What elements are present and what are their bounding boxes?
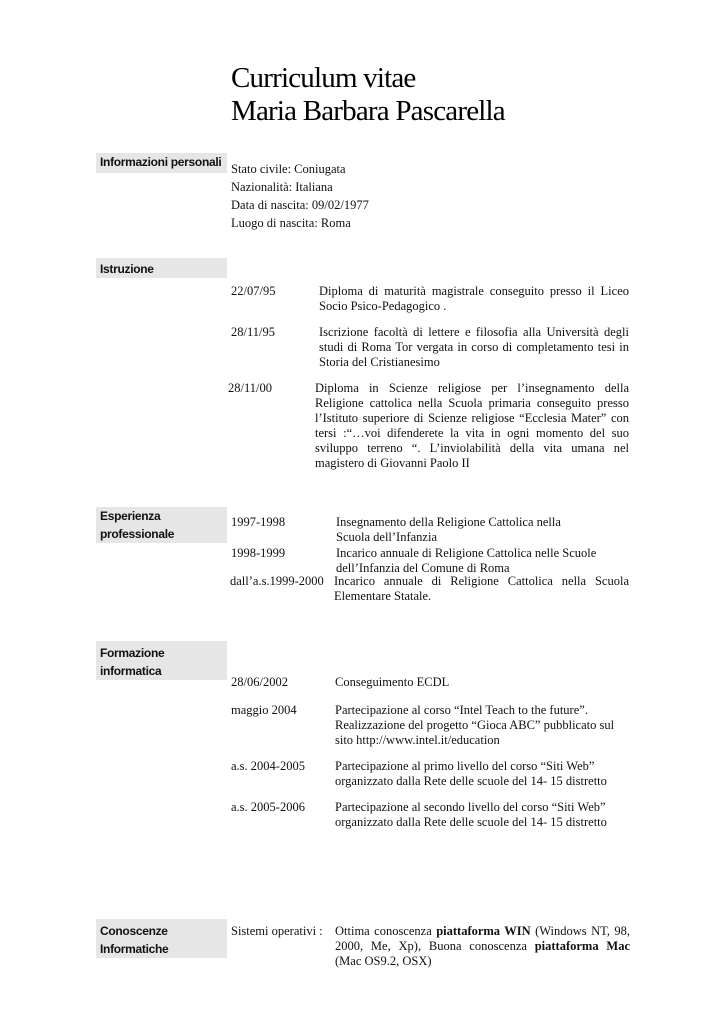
education-date: 22/07/95 <box>231 284 276 298</box>
education-text: Iscrizione facoltà di lettere e filosofia alla Università degli studi di Roma Tor vergata in corso di completamento tesi in Storia del Cristianesimo <box>319 325 629 369</box>
training-text: Conseguimento ECDL <box>335 675 450 689</box>
experience-text: Insegnamento della Religione Cattolica nella Scuola dell’Infanzia <box>336 515 561 544</box>
education-date: 28/11/00 <box>228 381 272 395</box>
title-line-1: Curriculum vitae <box>231 62 416 94</box>
training-date: 28/06/2002 <box>231 675 288 689</box>
title-line-2: Maria Barbara Pascarella <box>231 95 505 127</box>
experience-date: 1997-1998 <box>231 515 286 529</box>
training-text: Partecipazione al secondo livello del corso “Siti Web” organizzato dalla Rete delle scuole del 14- 15 distretto <box>335 800 607 829</box>
education-date: 28/11/95 <box>231 325 275 339</box>
section-label-personal: Informazioni personali <box>96 153 227 173</box>
skills-bold-mac: piattaforma Mac <box>534 939 630 953</box>
page-title <box>231 62 505 128</box>
experience-text: Incarico annuale di Religione Cattolica nella Scuola Elementare Statale. <box>334 574 629 603</box>
section-label-experience: Esperienza professionale <box>96 507 227 543</box>
skills-text <box>335 924 630 969</box>
section-label-it-training: Formazione informatica <box>96 641 227 680</box>
training-date: maggio 2004 <box>231 703 297 717</box>
birth-place: Luogo di nascita: Roma <box>231 216 351 230</box>
birth-date: Data di nascita: 09/02/1977 <box>231 198 369 212</box>
experience-text: Incarico annuale di Religione Cattolica nelle Scuole dell’Infanzia del Comune di Roma <box>336 546 597 575</box>
education-text: Diploma di maturità magistrale conseguito presso il Liceo Socio Psico-Pedagogico . <box>319 284 629 313</box>
training-text: Partecipazione al primo livello del corso “Siti Web” organizzato dalla Rete delle scuole del 14- 15 distretto <box>335 759 607 788</box>
skills-text-a: Ottima conoscenza <box>335 924 437 938</box>
training-date: a.s. 2004-2005 <box>231 759 305 773</box>
section-label-education: Istruzione <box>96 258 227 278</box>
skills-bold-win: piattaforma WIN <box>436 924 531 938</box>
marital-status: Stato civile: Coniugata <box>231 162 346 176</box>
training-text: Partecipazione al corso “Intel Teach to the future”. Realizzazione del progetto “Gioca ABC” pubblicato sul sito http://www.intel.it/education <box>335 703 615 747</box>
education-text: Diploma in Scienze religiose per l’insegnamento della Religione cattolica nella Scuola primaria conseguito presso l’Istituto superiore di Scienze religiose “Ecclesia Mater” con tersi :“…voi difenderete la vita in ogni momento del suo sviluppo terreno “. L’inviolabilità della vita umana nel magistero di Giovanni Paolo II <box>315 381 629 470</box>
experience-date: 1998-1999 <box>231 546 286 560</box>
training-date: a.s. 2005-2006 <box>231 800 305 814</box>
skills-text-c: (Mac OS9.2, OSX) <box>335 954 432 968</box>
skills-text-b: (Windows NT, 98, 2000, Me, Xp), Buona conoscenza <box>335 924 630 953</box>
nationality: Nazionalità: Italiana <box>231 180 333 194</box>
personal-info <box>231 160 531 232</box>
experience-date: dall’a.s.1999-2000 <box>230 574 324 588</box>
section-label-it-skills: Conoscenze Informatiche <box>96 919 227 958</box>
skills-key: Sistemi operativi : <box>231 924 323 938</box>
